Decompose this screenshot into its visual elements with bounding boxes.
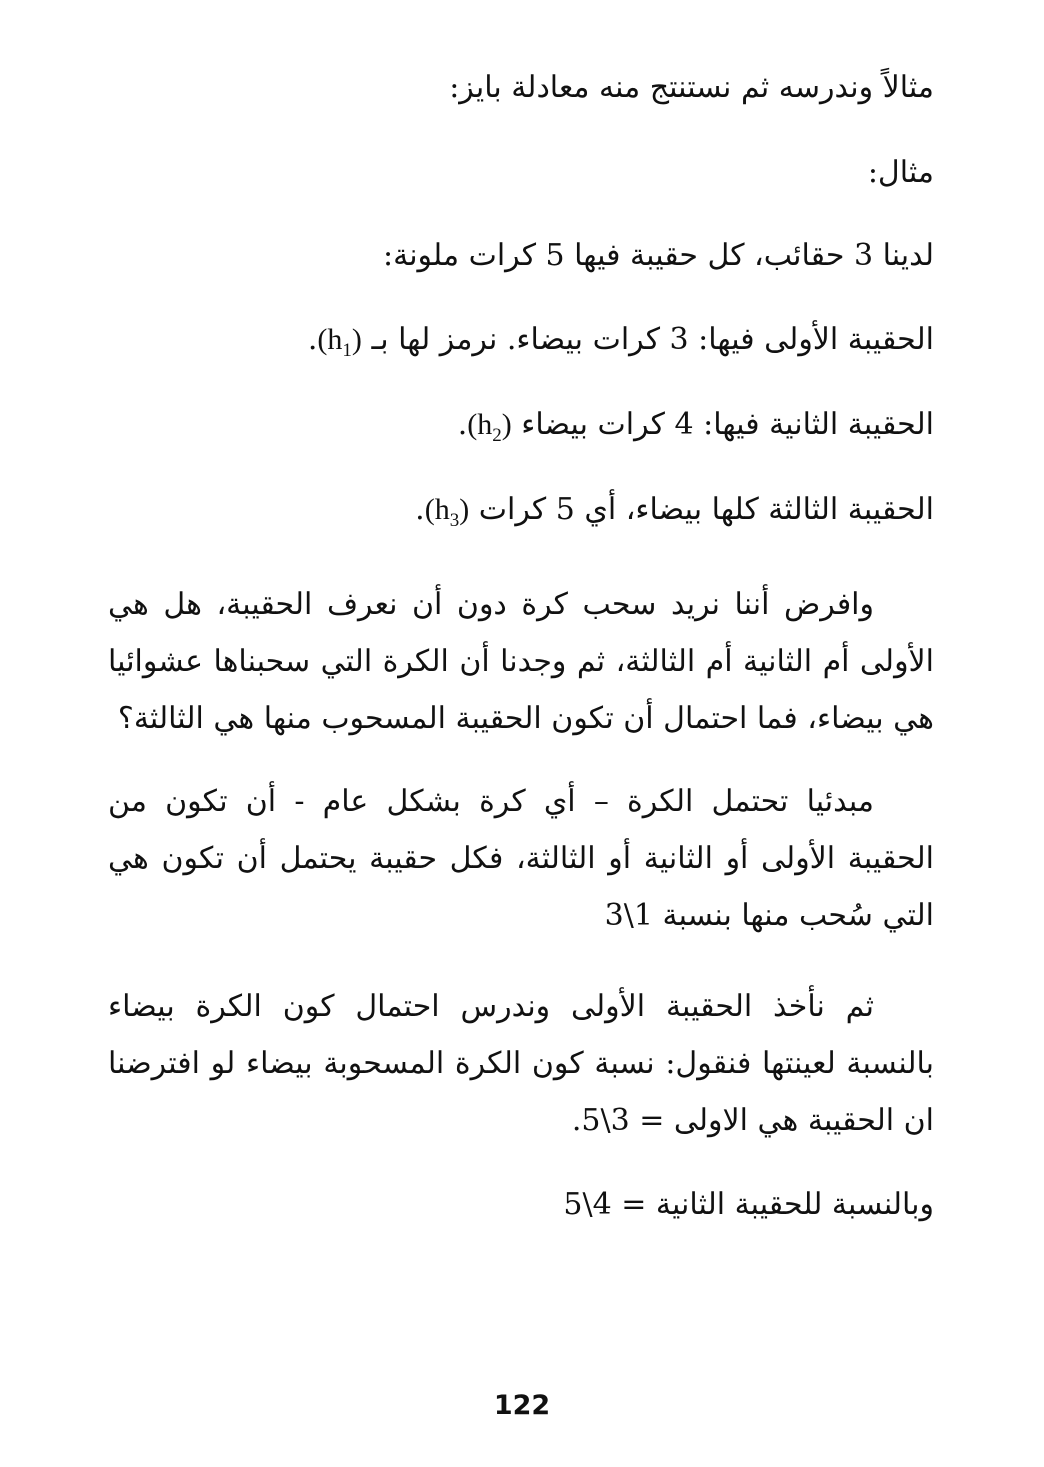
bag2-end: .	[457, 407, 468, 442]
bag1-line	[308, 320, 934, 371]
bag3-end: .	[415, 492, 425, 527]
paragraph3-text: ثم نأخذ الحقيبة الأولى وندرس احتمال كون الكرة بيضاء بالنسبة لعينتها فنقول: نسبة كون الكرة المسحوبة بيضاء لو افترضنا ان الحقيبة هي الاولى = 3\5.	[108, 989, 934, 1138]
bag3-symbol-letter: h	[434, 493, 450, 526]
bag1-end: .	[307, 322, 318, 357]
bag1-symbol-subscript: 1	[342, 340, 352, 361]
bag1-text: الحقيبة الأولى فيها: 3 كرات بيضاء. نرمز لها بـ	[371, 322, 934, 357]
page-number: 122	[493, 1390, 551, 1421]
bag3-symbol-subscript: 3	[449, 510, 460, 531]
bag3-line	[415, 490, 934, 541]
paragraph-first-bag-likelihood	[108, 978, 934, 1149]
intro-line: مثالاً وندرسه ثم نستنتج منه معادلة بايز:	[449, 70, 934, 105]
bag3-text: الحقيبة الثالثة كلها بيضاء، أي 5 كرات	[478, 492, 934, 527]
bag2-line	[458, 405, 934, 456]
bag2-text: الحقيبة الثانية فيها: 4 كرات بيضاء	[521, 407, 934, 442]
bag2-symbol: $(h_2)$	[467, 408, 512, 446]
second-bag-ratio-line: وبالنسبة للحقيبة الثانية = 4\5	[563, 1187, 934, 1222]
bag2-symbol-subscript: 2	[492, 425, 502, 446]
paragraph-prior-probability	[108, 773, 934, 944]
setup-line: لدينا 3 حقائب، كل حقيبة فيها 5 كرات ملونة:	[383, 238, 934, 273]
bag3-symbol: $(h_3)$	[424, 493, 470, 531]
bag1-symbol-letter: h	[327, 323, 343, 356]
paragraph2-text: مبدئيا تحتمل الكرة – أي كرة بشكل عام - أن تكون من الحقيبة الأولى أو الثانية أو الثالثة، فكل حقيبة يحتمل أن تكون هي التي سُحب منها بنسبة 1\3	[108, 784, 934, 933]
paragraph-drawing-question	[108, 576, 934, 747]
example-label: مثال:	[867, 155, 934, 190]
bag2-symbol-letter: h	[477, 408, 493, 441]
paragraph1-text: وافرض أننا نريد سحب كرة دون أن نعرف الحقيبة، هل هي الأولى أم الثانية أم الثالثة، ثم وجدنا أن الكرة التي سحبناها عشوائيا هي بيضاء، فما احتمال أن تكون الحقيبة المسحوب منها هي الثالثة؟	[108, 587, 934, 736]
bag1-symbol: $(h_1)$	[317, 323, 362, 361]
